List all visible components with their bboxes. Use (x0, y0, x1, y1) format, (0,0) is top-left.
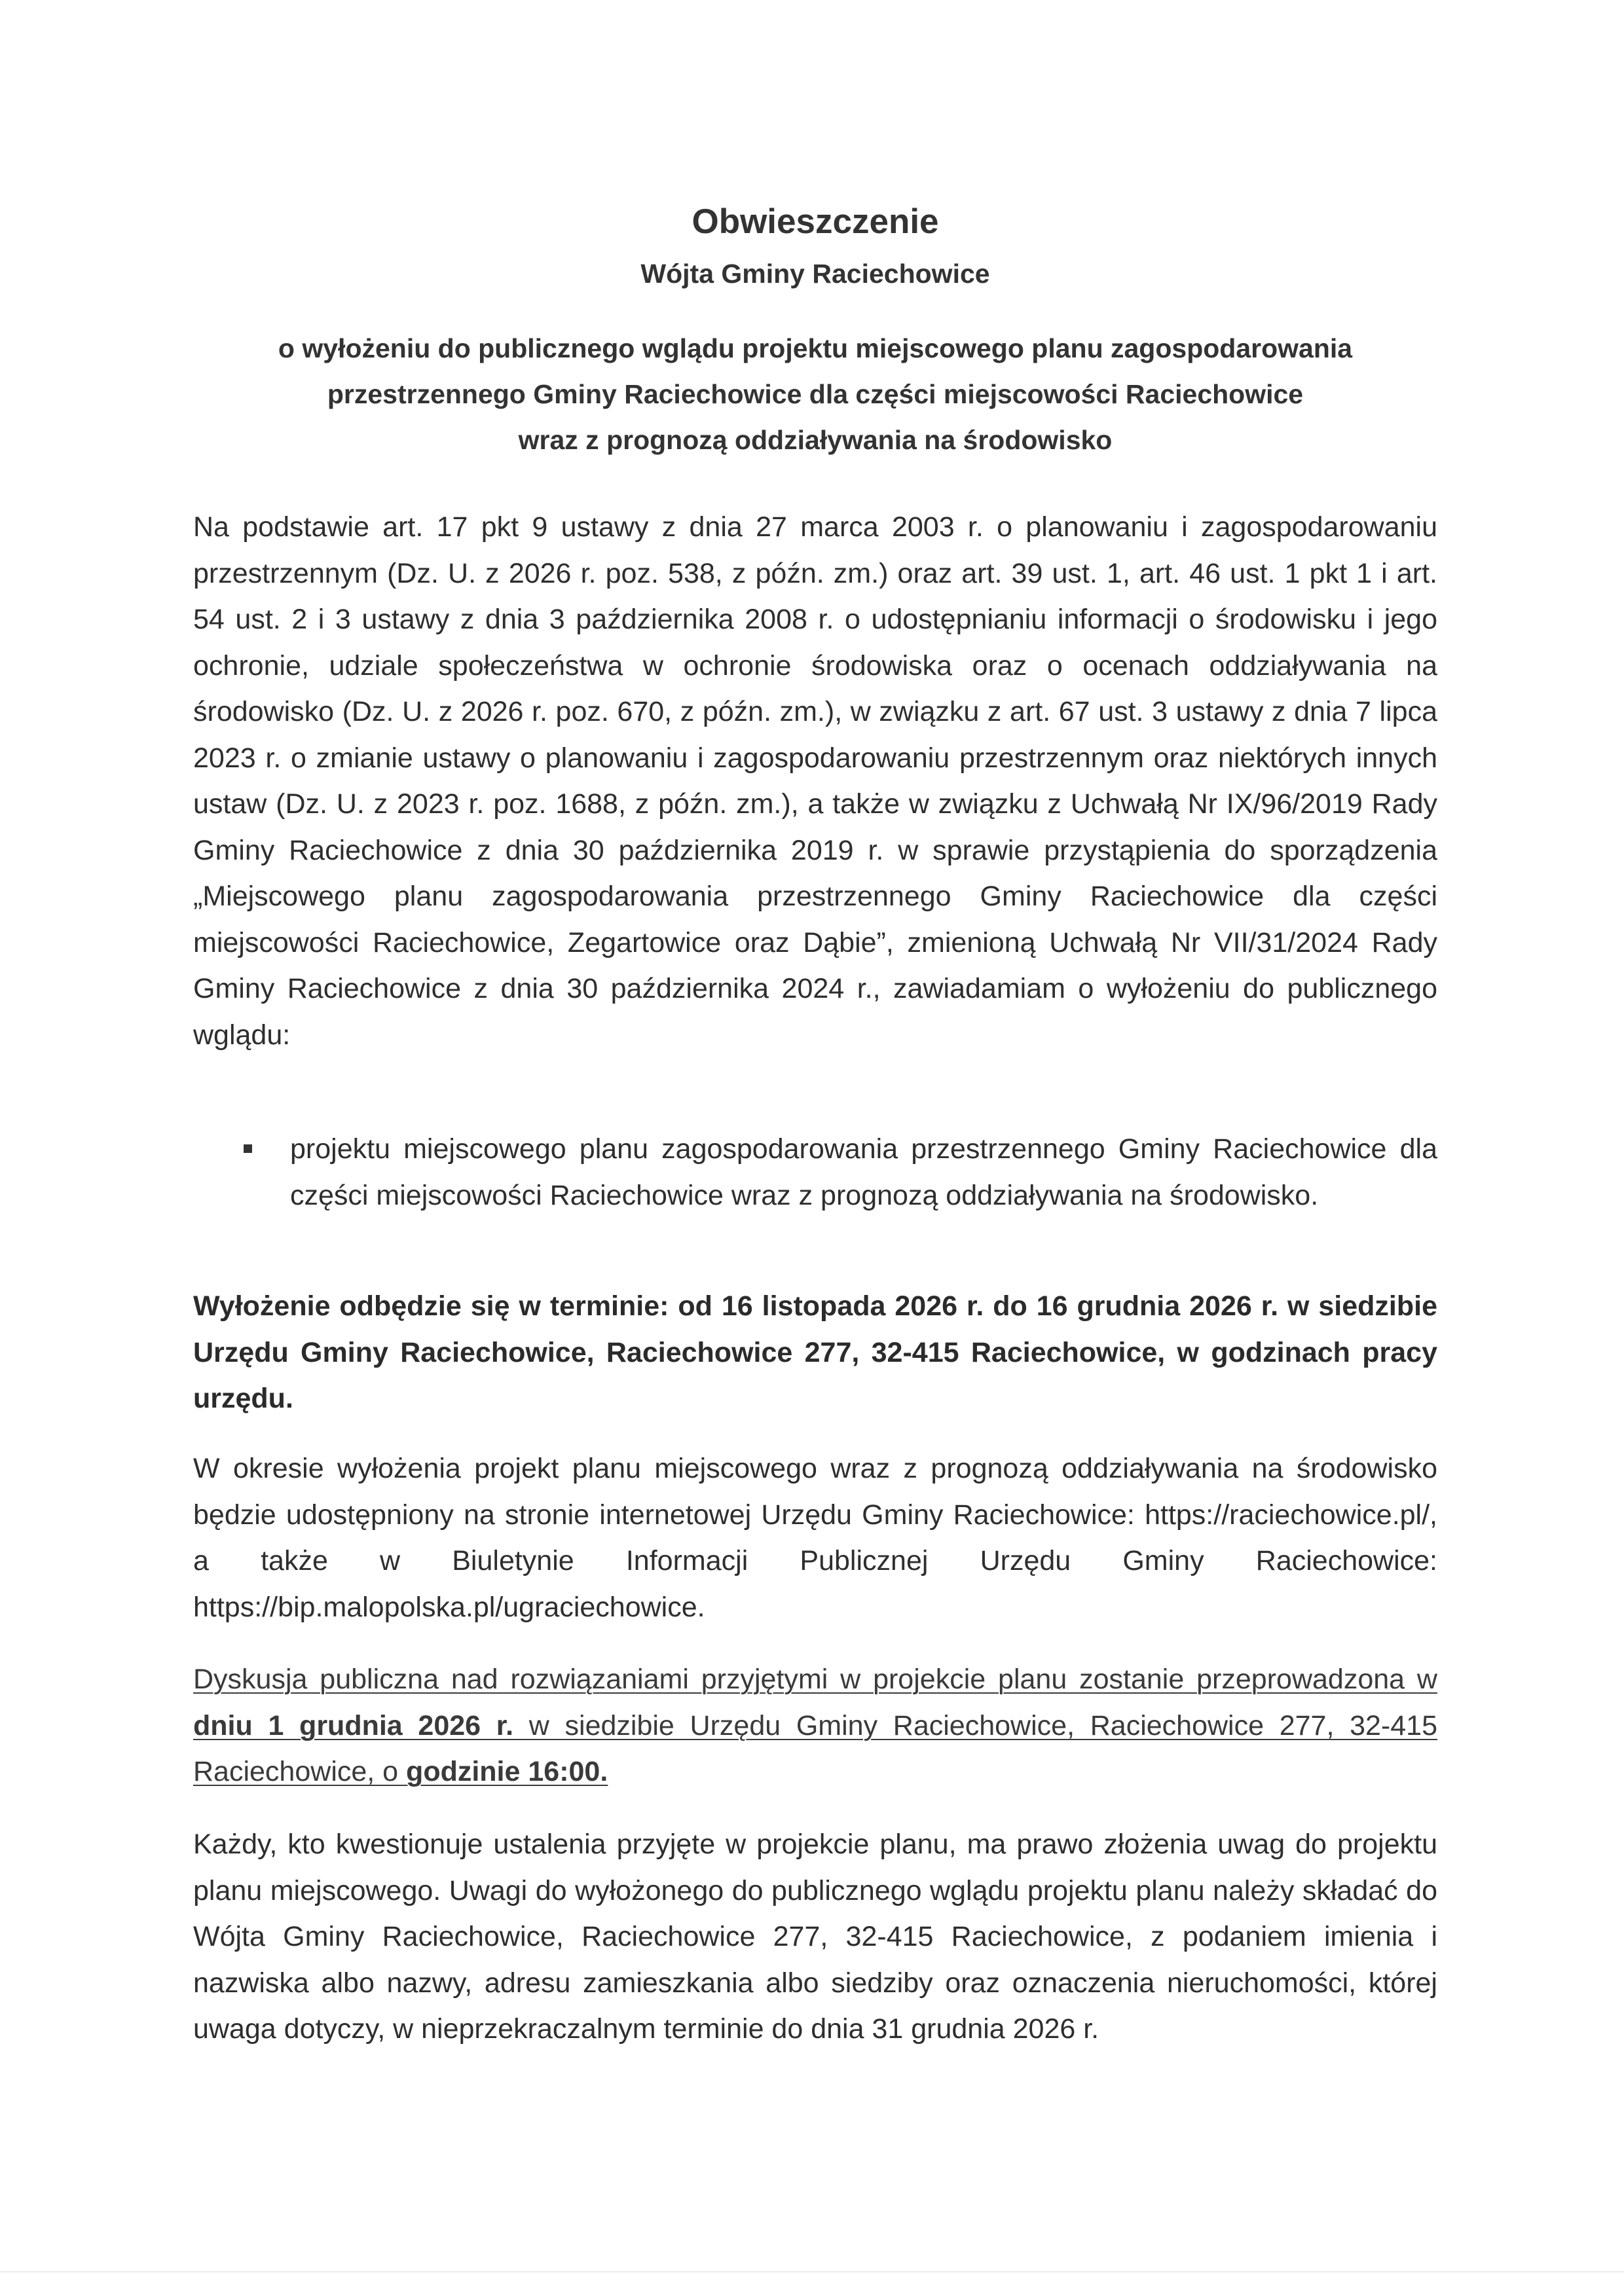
discussion-text: Dyskusja publiczna nad rozwiązaniami przyjętymi w projekcie planu zostanie przeprowadzona w (193, 1664, 1437, 1695)
comments-paragraph: Każdy, kto kwestionuje ustalenia przyjęte w projekcie planu, ma prawo złożenia uwag do projektu planu miejscowego. Uwagi do wyłożonego do publicznego wglądu projektu planu należy składać do Wójta Gminy Raciechowice, Raciechowice 277, 32-415 Raciechowice, z podaniem imienia i nazwiska albo nazwy, adresu zamieszkania albo siedziby oraz oznaczenia nieruchomości, której uwaga dotyczy, w nieprzekraczalnym terminie do dnia 31 grudnia 2026 r. (193, 1829, 1437, 2045)
publication-paragraph: W okresie wyłożenia projekt planu miejscowego wraz z prognozą oddziaływania na środowisko będzie udostępniony na stronie internetowej Urzędu Gminy Raciechowice: https://raciechowice.pl/, a także w Biuletynie Informacji Publicznej Urzędu Gminy Raciechowice: https://bip.malopolska.pl/ugraciechowice. (193, 1453, 1437, 1623)
square-bullet-icon (244, 1144, 252, 1153)
issuer-line: Wójta Gminy Raciechowice (640, 259, 990, 289)
legal-basis-paragraph: Na podstawie art. 17 pkt 9 ustawy z dnia 27 marca 2003 r. o planowaniu i zagospodarowaniu przestrzennym (Dz. U. z 2026 r. poz. 538, z późn. zm.) oraz art. 39 ust. 1, art. 46 ust. 1 pkt 1 i art. 54 ust. 2 i 3 ustawy z dnia 3 października 2008 r. o udostępnianiu informacji o środowisku i jego ochronie, udziale społeczeństwa w ochronie środowiska oraz o ocenach oddziaływania na środowisko (Dz. U. z 2026 r. poz. 670, z późn. zm.), w związku z art. 67 ust. 3 ustawy z dnia 7 lipca 2023 r. o zmianie ustawy o planowaniu i zagospodarowaniu przestrzennym oraz niektórych innych ustaw (Dz. U. z 2023 r. poz. 1688, z późn. zm.), a także w związku z Uchwałą Nr IX/96/2019 Rady Gminy Raciechowice z dnia 30 października 2019 r. w sprawie przystąpienia do sporządzenia „Miejscowego planu zagospodarowania przestrzennego Gminy Raciechowice dla części miejscowości Raciechowice, Zegartowice oraz Dąbie”, zmienioną Uchwałą Nr VII/31/2024 Rady Gminy Raciechowice z dnia 30 października 2024 r., zawiadamiam o wyłożeniu do publicznego wglądu: (193, 511, 1437, 1051)
subject-line: wraz z prognozą oddziaływania na środowisko (518, 425, 1113, 455)
public-discussion-paragraph (193, 1656, 1437, 1795)
discussion-location: w siedzibie Urzędu Gminy Raciechowice, Raciechowice 277, 32-415 Raciechowice, o (193, 1709, 1437, 1787)
notice-subject (193, 325, 1437, 463)
scan-edge-line (0, 2271, 1624, 2272)
discussion-date: dniu 1 grudnia 2026 r. (193, 1709, 514, 1741)
schedule-paragraph: Wyłożenie odbędzie się w terminie: od 16 listopada 2026 r. do 16 grudnia 2026 r. w siedzibie Urzędu Gminy Raciechowice, Raciechowice 277, 32-415 Raciechowice, w godzinach pracy urzędu. (193, 1290, 1437, 1414)
bullet-item: projektu miejscowego planu zagospodarowania przestrzennego Gminy Raciechowice dla części miejscowości Raciechowice wraz z prognozą oddziaływania na środowisko. (290, 1133, 1437, 1211)
discussion-time: godzinie 16:00. (406, 1756, 608, 1787)
subject-line: przestrzennego Gminy Raciechowice dla części miejscowości Raciechowice (327, 379, 1304, 409)
document-title: Obwieszczenie (692, 202, 939, 241)
subject-line: o wyłożeniu do publicznego wglądu projektu miejscowego planu zagospodarowania (278, 333, 1353, 363)
